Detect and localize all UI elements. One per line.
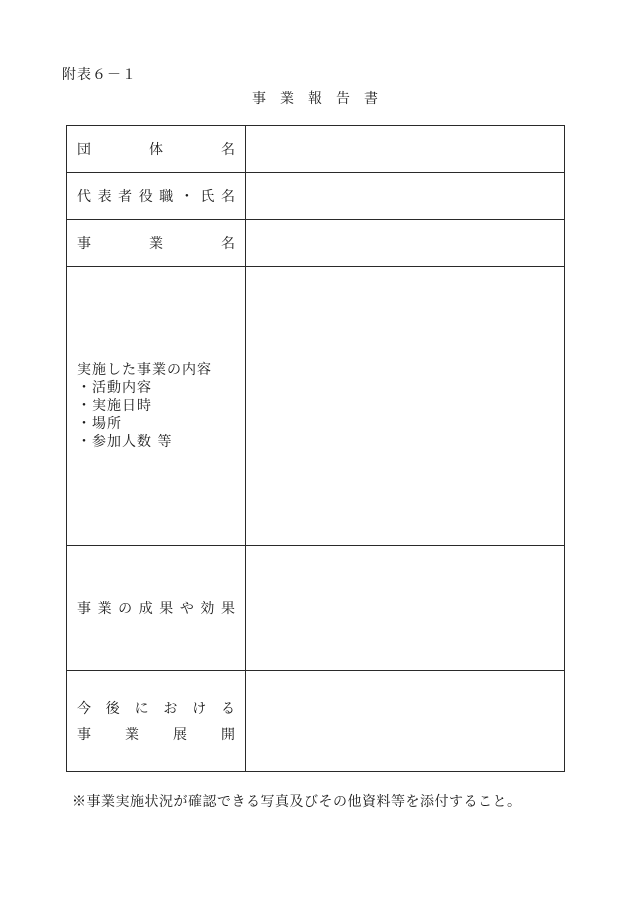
label-char: 事 bbox=[77, 236, 91, 252]
label-char: 名 bbox=[220, 189, 235, 205]
content-item-activity: ・活動内容 bbox=[77, 379, 152, 396]
label-char: 事 bbox=[77, 601, 91, 617]
label-char: 氏 bbox=[200, 189, 215, 205]
future-plans-line-1 bbox=[77, 698, 235, 718]
future-plans-label bbox=[67, 671, 246, 772]
project-content-heading: 実施した事業の内容 bbox=[77, 361, 212, 378]
label-char: 業 bbox=[97, 601, 112, 617]
label-char: 代 bbox=[77, 189, 91, 205]
label-char: 業 bbox=[125, 727, 139, 743]
representative-field[interactable] bbox=[246, 173, 565, 220]
label-char: 名 bbox=[221, 142, 235, 158]
label-char: 事 bbox=[77, 727, 91, 743]
label-char: の bbox=[118, 601, 133, 617]
group-name-label bbox=[67, 126, 246, 173]
form-row-outcomes bbox=[67, 546, 565, 671]
label-char: 後 bbox=[105, 701, 120, 717]
label-char: 果 bbox=[220, 601, 235, 617]
label-char: 今 bbox=[77, 701, 91, 717]
label-char: や bbox=[179, 601, 194, 617]
future-plans-line-2 bbox=[77, 724, 235, 744]
form-row-project-content bbox=[67, 267, 565, 546]
content-item-datetime: ・実施日時 bbox=[77, 397, 152, 414]
label-char: 団 bbox=[77, 142, 91, 158]
form-row-group-name bbox=[67, 126, 565, 173]
label-char: る bbox=[220, 701, 235, 717]
outcomes-field[interactable] bbox=[246, 546, 565, 671]
label-char: 体 bbox=[149, 142, 163, 158]
label-char: 役 bbox=[138, 189, 153, 205]
label-char: 表 bbox=[97, 189, 112, 205]
appendix-label: 附表６－１ bbox=[62, 67, 137, 83]
form-row-future-plans bbox=[67, 671, 565, 772]
label-char: に bbox=[134, 701, 149, 717]
label-char: け bbox=[192, 701, 207, 717]
project-name-label bbox=[67, 220, 246, 267]
content-item-place: ・場所 bbox=[77, 415, 122, 432]
label-char: 果 bbox=[159, 601, 174, 617]
representative-label bbox=[67, 173, 246, 220]
label-char: 展 bbox=[173, 727, 187, 743]
label-char: 成 bbox=[138, 601, 153, 617]
label-char: お bbox=[163, 701, 178, 717]
label-char: 効 bbox=[200, 601, 215, 617]
attachment-note: ※事業実施状況が確認できる写真及びその他資料等を添付すること。 bbox=[72, 794, 522, 810]
label-char: 業 bbox=[149, 236, 163, 252]
label-char: 者 bbox=[118, 189, 133, 205]
content-item-participants: ・参加人数 等 bbox=[77, 433, 173, 450]
project-name-field[interactable] bbox=[246, 220, 565, 267]
group-name-field[interactable] bbox=[246, 126, 565, 173]
report-form-table bbox=[66, 125, 565, 772]
label-char: ・ bbox=[179, 189, 194, 205]
label-char: 職 bbox=[159, 189, 174, 205]
form-row-representative bbox=[67, 173, 565, 220]
form-row-project-name bbox=[67, 220, 565, 267]
future-plans-field[interactable] bbox=[246, 671, 565, 772]
document-title: 事 業 報 告 書 bbox=[252, 91, 378, 107]
project-content-field[interactable] bbox=[246, 267, 565, 546]
outcomes-label bbox=[67, 546, 246, 671]
project-content-label bbox=[67, 267, 246, 546]
label-char: 名 bbox=[221, 236, 235, 252]
label-char: 開 bbox=[221, 727, 235, 743]
